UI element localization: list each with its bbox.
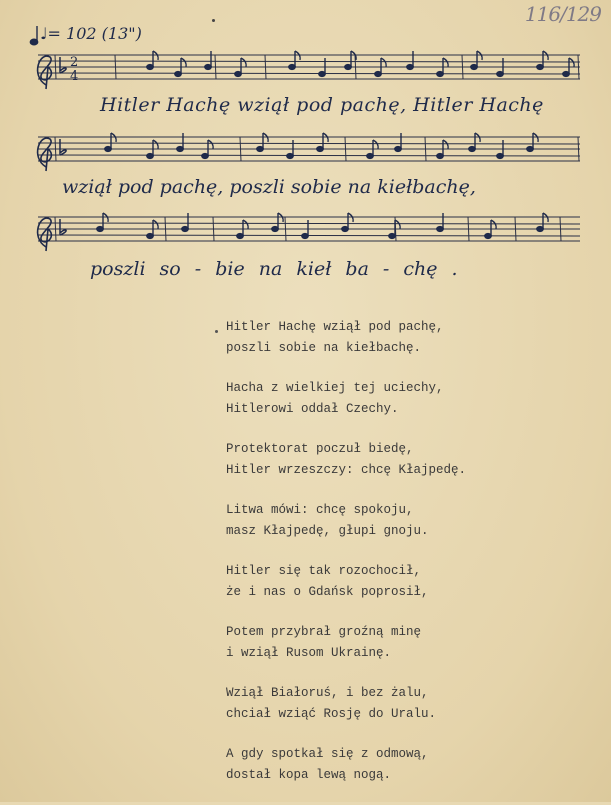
- note-flag: [243, 220, 248, 229]
- stanza: [226, 744, 466, 785]
- poem-line: że i nas o Gdańsk poprosił,: [226, 584, 429, 599]
- note-flag: [181, 58, 186, 67]
- time-signature-bottom: 4: [70, 69, 79, 84]
- ink-dot: [215, 330, 218, 333]
- poem-line: masz Kłajpedę, głupi gnoju.: [226, 523, 429, 538]
- note-flag: [241, 58, 246, 67]
- flat-sign-icon: [60, 57, 66, 73]
- stanza: [226, 439, 466, 480]
- flat-sign-icon: [60, 139, 66, 155]
- bar-line: [578, 55, 579, 79]
- staff-line: [38, 61, 580, 62]
- stanza: [226, 500, 466, 541]
- note-flag: [443, 58, 448, 67]
- poem-text: [226, 317, 466, 805]
- bar-line: [55, 137, 56, 161]
- bar-line: [345, 137, 346, 161]
- stanza: [226, 317, 466, 358]
- lyric-line-2: wziął pod pachę, poszli sobie na kiełbachę,: [62, 176, 476, 198]
- bar-line: [215, 55, 216, 79]
- poem-line: poszli sobie na kiełbachę.: [226, 340, 422, 355]
- note-flag: [373, 140, 378, 149]
- tempo-marking: ♩= 102 (13"): [40, 24, 142, 43]
- bar-line: [285, 217, 286, 241]
- stanza: [226, 622, 466, 663]
- bar-line: [515, 217, 516, 241]
- poem-line: Hitler wrzeszczy: chcę Kłajpedę.: [226, 462, 467, 477]
- note-flag: [381, 58, 386, 67]
- staff-line: [38, 143, 580, 144]
- note-flag: [443, 140, 448, 149]
- note-flag: [208, 140, 213, 149]
- poem-line: dostał kopa lewą nogą.: [226, 767, 392, 782]
- bar-line: [55, 55, 56, 79]
- note-flag: [569, 58, 574, 67]
- staff: [38, 217, 580, 241]
- stanza: [226, 378, 466, 419]
- page-number: 116/129: [524, 2, 601, 26]
- bar-line: [560, 217, 561, 241]
- poem-line: Hacha z wielkiej tej uciechy,: [226, 381, 444, 395]
- lyric-line-3: poszli so - bie na kieł ba - chę .: [90, 258, 458, 280]
- poem-line: Protektorat poczuł biedę,: [226, 442, 414, 456]
- poem-line: chciał wziąć Rosję do Uralu.: [226, 706, 437, 721]
- bar-line: [425, 137, 426, 161]
- note-flag: [491, 220, 496, 229]
- bar-line: [462, 55, 463, 79]
- bar-line: [468, 217, 469, 241]
- poem-line: Hitler się tak rozochocił,: [226, 564, 422, 578]
- bar-line: [165, 217, 166, 241]
- bar-line: [240, 137, 241, 161]
- staff-line: [38, 235, 580, 236]
- poem-line: Hitlerowi oddał Czechy.: [226, 401, 399, 416]
- poem-line: A gdy spotkał się z odmową,: [226, 747, 429, 761]
- stanza: [226, 561, 466, 602]
- flat-sign-icon: [60, 219, 66, 235]
- lyric-line-1: Hitler Hachę wziął pod pachę, Hitler Hachę: [100, 94, 544, 116]
- note-flag: [153, 140, 158, 149]
- poem-line: Hitler Hachę wziął pod pachę,: [226, 320, 444, 334]
- bar-line: [55, 217, 56, 241]
- poem-line: Litwa mówi: chcę spokoju,: [226, 503, 414, 517]
- bar-line: [578, 137, 579, 161]
- poem-line: i wziął Rusom Ukrainę.: [226, 645, 392, 660]
- poem-line: Potem przybrał groźną minę: [226, 625, 422, 639]
- poem-line: Wziął Białoruś, i bez żalu,: [226, 686, 429, 700]
- bar-line: [213, 217, 214, 241]
- music-score: [0, 0, 611, 300]
- bar-line: [265, 55, 266, 79]
- note-flag: [153, 220, 158, 229]
- time-signature-top: 2: [70, 55, 79, 70]
- stanza: [226, 683, 466, 724]
- bar-line: [115, 55, 116, 79]
- staff-line: [38, 223, 580, 224]
